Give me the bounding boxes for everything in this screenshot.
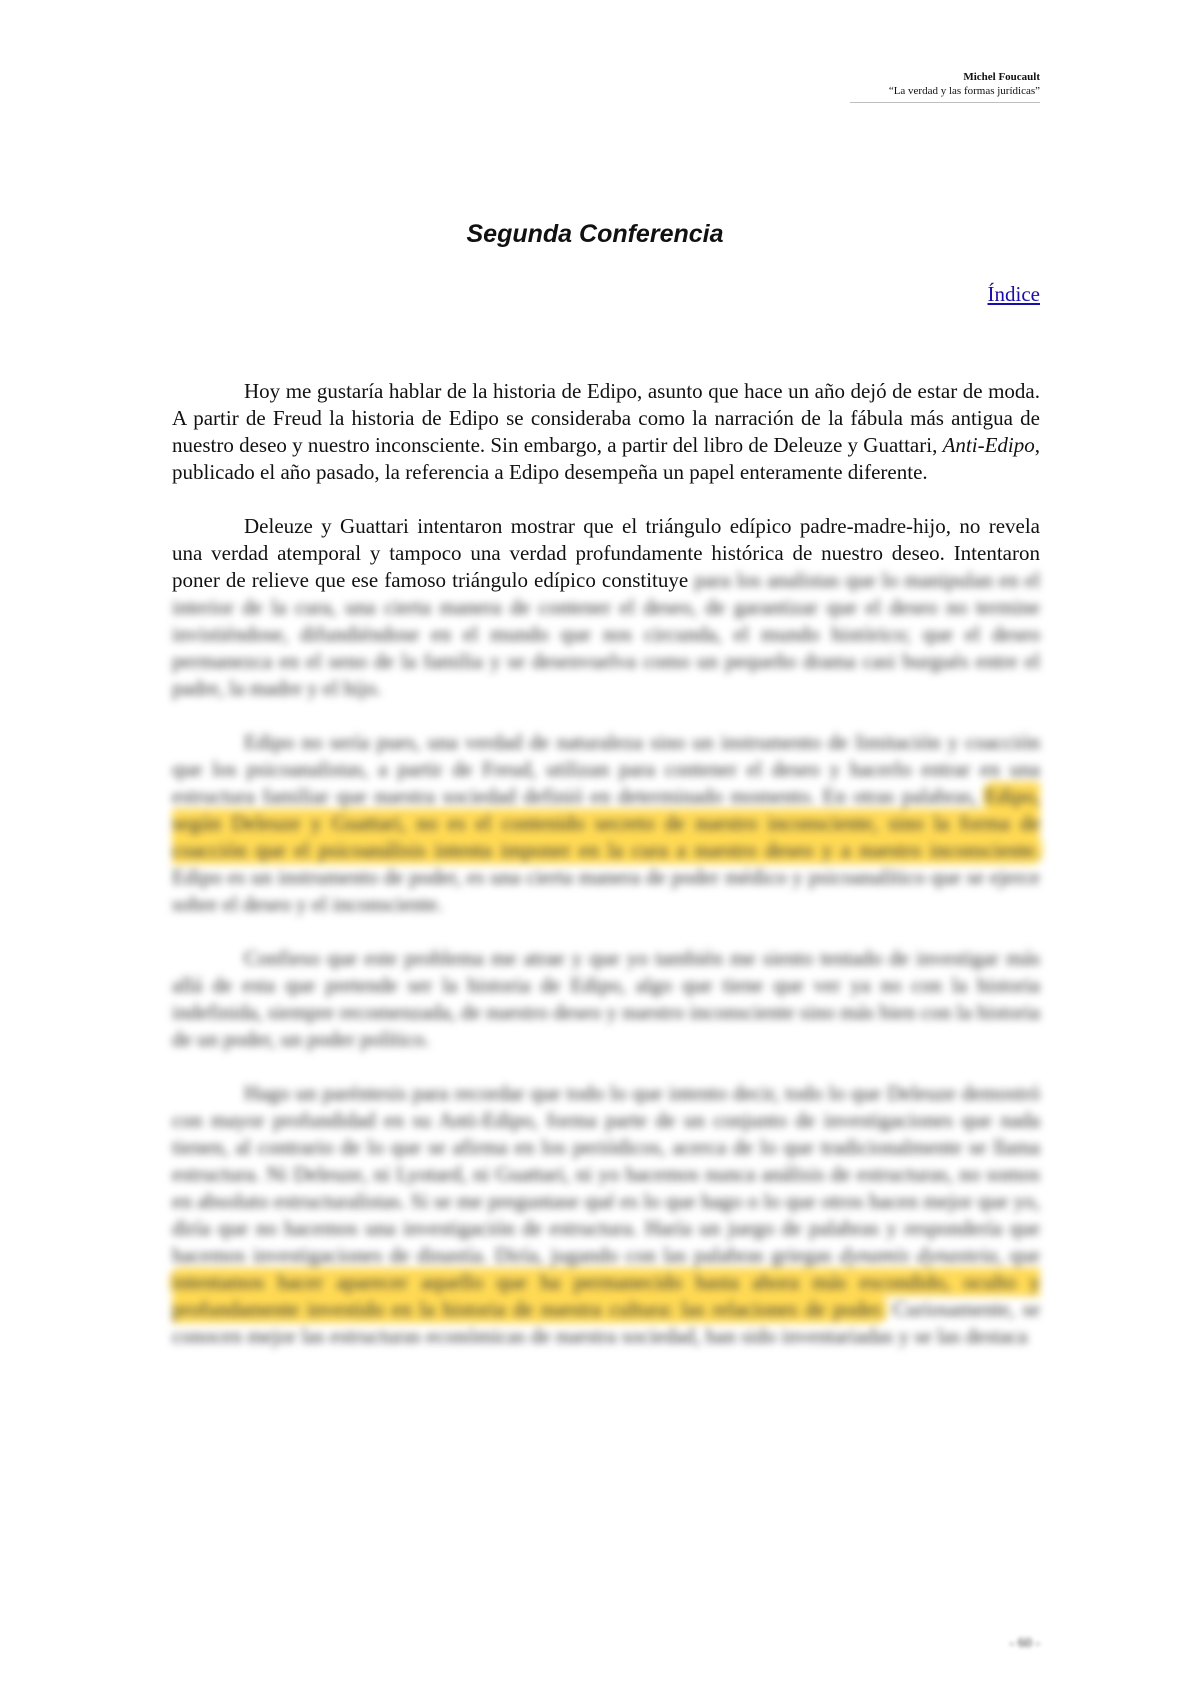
header-author: Michel Foucault bbox=[963, 71, 1040, 83]
paragraph-1 bbox=[172, 378, 1040, 486]
paragraph-1-tail: , publicado el año pasado, la referencia a Edipo desempeña un papel enteramente diferente. bbox=[172, 433, 1040, 484]
paragraph-5-after: Curiosamente, se conocen mejor las estructuras económicas de nuestra sociedad, han sido inventariadas y se las destaca bbox=[172, 1297, 1040, 1348]
paragraph-2-text: Deleuze y Guattari intentaron mostrar que el triángulo edípico padre-madre-hijo, no revela una verdad atemporal y tampoco una verdad profundamente histórica de nuestro deseo. Intentaron poner de relieve que ese famoso triángulo edípico constituye bbox=[172, 514, 1040, 592]
paragraph-1-italic-title: Anti-Edipo bbox=[942, 433, 1035, 457]
paragraph-5-italic: dynamis dynasteia bbox=[839, 1243, 998, 1267]
paragraph-5-before-end: , que bbox=[997, 1243, 1040, 1267]
document-body bbox=[172, 378, 1040, 1377]
paragraph-3-before: Edipo no sería pues, una verdad de naturaleza sino un instrumento de limitación y coacción que los psicoanalistas, a partir de Freud, utilizan para contener el deseo y hacerlo entrar en una estructura familiar que nuestra sociedad definió en determinado momento. En otras palabras, bbox=[172, 730, 1040, 808]
paragraph-1-text: Hoy me gustaría hablar de la historia de Edipo, asunto que hace un año dejó de estar de moda. A partir de Freud la historia de Edipo se consideraba como la narración de la fábula más antigua de nuestro deseo y nuestro inconsciente. Sin embargo, a partir del libro de Deleuze y Guattari, bbox=[172, 379, 1040, 457]
paragraph-5 bbox=[172, 1080, 1040, 1350]
paragraph-3-after: Edipo es un instrumento de poder, es una cierta manera de poder médico y psicoanalítico que se ejerce sobre el deseo y el inconsciente. bbox=[172, 865, 1040, 916]
paragraph-4 bbox=[172, 945, 1040, 1053]
paragraph-2-blurred: para los analistas que lo manipulan en el interior de la cura, una cierta manera de contener el deseo, de garantizar que el deseo no termine invistiéndose, difundiéndose en el mundo que nos circunda, el mundo histórico; que el deseo permanezca en el seno de la familia y se desenvuelva como un pequeño drama casi burgués entre el padre, la madre y el hijo. bbox=[172, 568, 1041, 700]
paragraph-5-before: Hago un paréntesis para recordar que todo lo que intento decir, todo lo que Deleuze demostró con mayor profundidad en su Anti-Edipo, forma parte de un conjunto de investigaciones que nada tienen, al contrario de lo que se afirma en los periódicos, acerca de lo que tradicionalmente se llama estructura. Ni Deleuze, ni Lyotard, ni Guattari, ni yo hacemos nunca análisis de estructuras, no somos en absoluto estructuralistas. Si se me preguntase qué es lo que hago o lo que otros hacen mejor que yo, diría que no hacemos una investigación de estructura. Haría un juego de palabras y respondería que hacemos investigaciones de dinastía. Diría, jugando con las palabras griegas bbox=[172, 1081, 1040, 1267]
index-link[interactable]: Índice bbox=[987, 282, 1040, 306]
paragraph-5-highlight: intentamos hacer aparecer aquello que ha permanecido hasta ahora más escondido, oculto y profundamente investido en la historia de nuestra cultura: las relaciones de poder. bbox=[172, 1270, 1040, 1321]
paragraph-4-blurred: Confieso que este problema me atrae y que yo también me siento tentado de investigar más allá de esta que pretende ser la historia de Edipo, algo que tiene que ver ya no con la historia indefinida, siempre recomenzada, de nuestro deseo y nuestro inconsciente sino más bien con la historia de un poder, un poder político. bbox=[172, 946, 1040, 1051]
page-title: Segunda Conferencia bbox=[466, 220, 724, 248]
paragraph-2 bbox=[172, 513, 1040, 702]
paragraph-3 bbox=[172, 729, 1040, 918]
running-head bbox=[850, 70, 1040, 103]
page-number: - 60 - bbox=[1009, 1636, 1040, 1651]
paragraph-3-highlight: Edipo, según Deleuze y Guattari, no es el contenido secreto de nuestro inconsciente, sino la forma de coacción que el psicoanálisis intenta imponer en la cura a nuestro deseo y a nuestro inconsciente. bbox=[172, 784, 1040, 862]
header-work-title: “La verdad y las formas jurídicas” bbox=[888, 85, 1040, 97]
header-rule bbox=[850, 102, 1040, 103]
